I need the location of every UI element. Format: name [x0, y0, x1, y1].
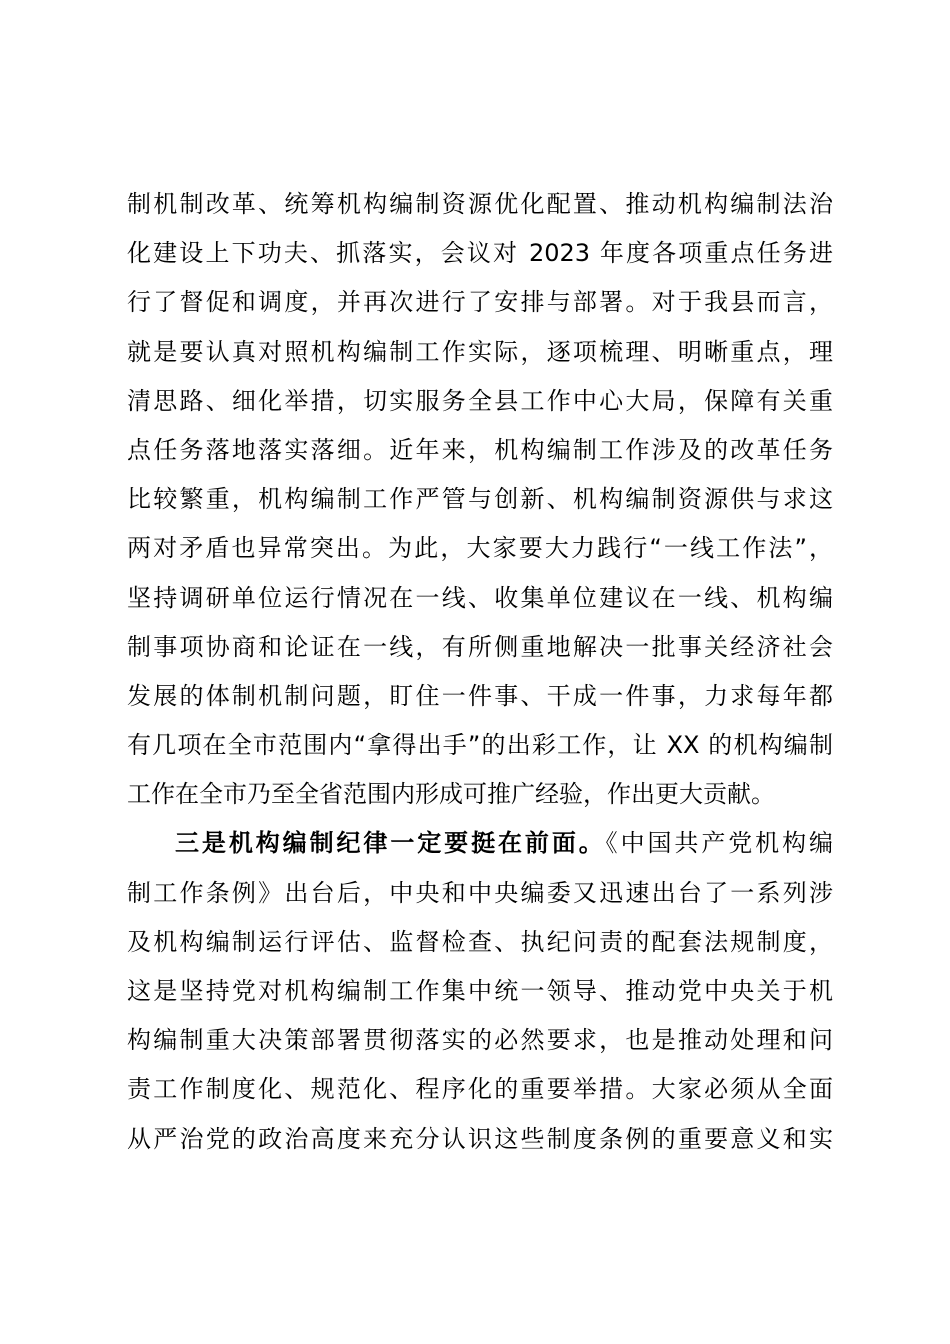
text-line: 制机制改革、统筹机构编制资源优化配置、推动机构编制法治: [127, 190, 833, 218]
text-line: 就是要认真对照机构编制工作实际，逐项梳理、明晰重点，理: [127, 337, 833, 366]
text-line: 清思路、细化举措，切实服务全县工作中心大局，保障有关重: [127, 386, 833, 415]
body-text: [127, 180, 833, 1164]
paragraph-last-line: 工作在全市乃至全省范围内形成可推广经验，作出更大贡献。: [127, 780, 775, 809]
text-line: 化建设上下功夫、抓落实，会议对 2023 年度各项重点任务进: [127, 239, 833, 268]
text-line: 发展的体制机制问题，盯住一件事、干成一件事，力求每年都: [127, 681, 833, 710]
text-line: 及机构编制运行评估、监督检查、执纪问责的配套法规制度，: [127, 927, 833, 956]
text-line: 制工作条例》出台后，中央和中央编委又迅速出台了一系列涉: [127, 878, 833, 907]
text-line: 两对矛盾也异常突出。为此，大家要大力践行“一线工作法”，: [127, 534, 833, 563]
text-line: 责工作制度化、规范化、程序化的重要举措。大家必须从全面: [127, 1075, 833, 1104]
section-three-first-rest: 《中国共产党机构编: [605, 829, 833, 858]
text-line: 这是坚持党对机构编制工作集中统一领导、推动党中央关于机: [127, 977, 833, 1005]
text-line: 行了督促和调度，并再次进行了安排与部署。对于我县而言，: [127, 288, 833, 317]
text-line: 坚持调研单位运行情况在一线、收集单位建议在一线、机构编: [127, 583, 833, 612]
text-line: 点任务落地落实落细。近年来，机构编制工作涉及的改革任务: [127, 435, 833, 464]
text-line: 从严治党的政治高度来充分认识这些制度条例的重要意义和实: [127, 1124, 833, 1153]
section-three-first-line: [127, 819, 833, 868]
text-line: 比较繁重，机构编制工作严管与创新、机构编制资源供与求这: [127, 485, 833, 514]
text-line: 构编制重大决策部署贯彻落实的必然要求，也是推动处理和问: [127, 1026, 833, 1055]
text-line: 制事项协商和论证在一线，有所侧重地解决一批事关经济社会: [127, 632, 833, 661]
text-line: 有几项在全市范围内“拿得出手”的出彩工作，让 XX 的机构编制: [127, 731, 833, 760]
section-three-heading: 三是机构编制纪律一定要挺在前面。: [175, 829, 606, 858]
